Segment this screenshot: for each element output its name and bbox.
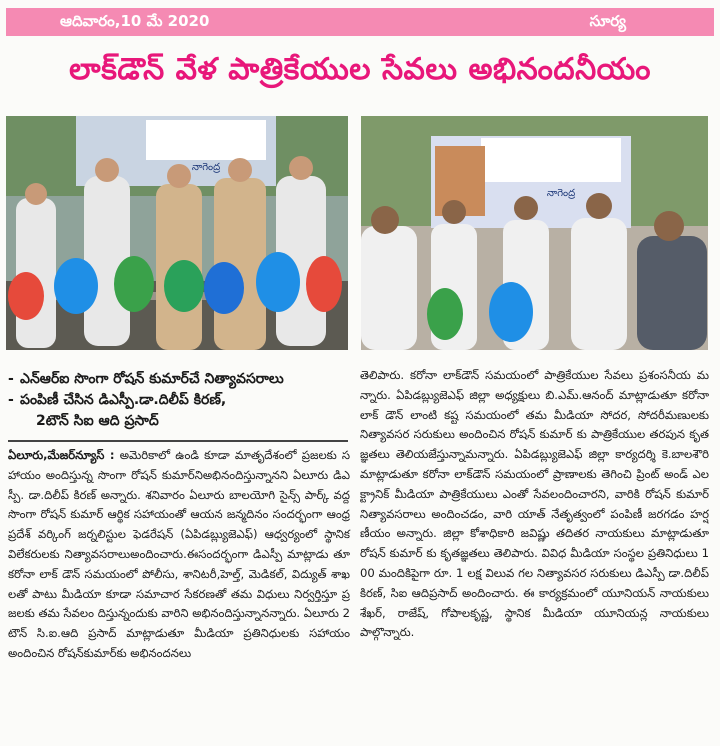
article-paragraph <box>8 446 350 664</box>
photo-officials-image <box>6 116 348 350</box>
subhead-text: పంపిణీ చేసిన డిఎస్పీ.డా.దిలీప్ కిరణ్, <box>20 392 227 408</box>
left-banner-text: నాగెంద్ర <box>191 162 221 173</box>
subhead-item: - పంపిణీ చేసిన డిఎస్పీ.డా.దిలీప్ కిరణ్, <box>8 392 227 408</box>
article-body-left: అమెరికాలో ఉండి కూడా మాతృదేశంలో ప్రజలకు సహాయం అందిస్తున్న సొంగా రోషన్ కుమార్‌నిఅభినందిస్తున్నానని ఏలూరు డిఎస్పీ. డా.దిలీప్ కిరణ్ అన్నారు. శనివారం ఏలూరు బాలయోగి సైన్స్ పార్క్ వద్ద సొంగా రోషన్ కుమార్ ఆర్థిక సహాయంతో ఆయన జన్మదినం సందర్భంగా ఆంధ్రప్రదేశ్ వర్కింగ్ జర్నలిస్టుల ఫెడరేషన్ (ఏపిడబ్ల్యుజెఎఫ్) ఆధ్వర్యంలో స్థానిక విలేకరులకు నిత్యావసరాలుఅందించారు.ఈసందర్భంగా డిఎస్పీ మాట్లాడు తూ కరోనా లాక్ డౌన్ సమయంలో పోలీసు, శానిటరీ,హెల్త్, మెడికల్, విద్యుత్ శాఖలతో పాటు మీడియా కూడా సమాచార సేకరణతో తమ విధులు నిర్వర్తిస్తూ ప్రజలకు తమ సేవలం దిస్తున్నందుకు వారిని అభినందిస్తున్నానన్నారు. ఏలూరు 2టౌన్ సి.ఐ.ఆది ప్రసాద్ మాట్లాడుతూ మీడియా ప్రతినిధులకు సహాయం అందించిన రోషన్‌కుమార్‌కు అభినందనలు <box>8 448 351 660</box>
dateline: ఏలూరు,మేజర్‌న్యూస్ : <box>8 448 115 462</box>
issue-date: ఆదివారం,10 మే 2020 <box>60 12 210 30</box>
article-column-right <box>360 366 709 643</box>
subhead-text: 2టౌన్ సిఐ ఆది ప్రసాద్ <box>36 413 159 429</box>
subhead-item <box>8 411 348 432</box>
subhead-item: - ఎన్ఆర్ఐ సొంగా రోషన్ కుమార్‌చే నిత్యావసరాలు <box>8 371 284 387</box>
masthead-bar <box>6 8 714 36</box>
photo-journalists-image <box>361 116 708 350</box>
divider <box>8 440 348 442</box>
photo-journalists-receiving-kits <box>361 116 708 350</box>
photo-distribution-officials <box>6 116 348 350</box>
subhead-text: ఎన్ఆర్ఐ సొంగా రోషన్ కుమార్‌చే నిత్యావసరాలు <box>20 371 284 387</box>
article-subheadings <box>8 369 348 432</box>
article-headline: లాక్‌డౌన్ వేళ పాత్రికేయుల సేవలు అభినందనీయం <box>69 52 651 87</box>
article-body-right: తెలిపారు. కరోనా లాక్‌డౌన్ సమయంలో పాత్రికేయుల సేవలు ప్రశంసనీయ మన్నారు. ఏపిడబ్ల్యుజెఎఫ్ జిల్లా అధ్యక్షులు బి.ఎమ్.ఆనంద్ మాట్లాడుతూ కరోనా లాక్ డౌన్ లాంటి కష్ట సమయంలో తమ మీడియా సోదర, సోదరీమణులకు నిత్యావసర సరుకులు అందించిన రోషన్ కుమార్ కు పాత్రికేయుల తరపున కృతజ్ఞతలు తెలియజేస్తున్నామన్నారు. ఏపిడబ్ల్యుజెఎఫ్ జిల్లా కార్యదర్శి కె.బాలశౌరి మాట్లాడుతూ కరోనా లాక్‌డౌన్ సమయంలో ప్రాణాలకు తెగించి ప్రింట్ అండ్ ఎలక్ట్రానిక్ మీడియా పాత్రికేయులు ఎంతో సేవలందించారని, వారికి రోషన్ కుమార్ నిత్యావసరాలు అందించడం, వారి యాత్ నేతృత్వంలో పంపిణీ జరగడం హర్షణీయం అన్నారు. జిల్లా కోశాధికారి జవిష్ణు తదితర నాయకులు మాట్లాడుతూ రోషన్ కుమార్ కు కృతజ్ఞతలు తెలిపారు. వివిధ మీడియా సంస్థల ప్రతినిధులు 100 మందికిపైగా రూ. 1 లక్ష విలువ గల నిత్యావసర సరుకులు డిఎస్పీ డా.దిలీప్ కిరణ్, సిఐ ఆదిప్రసాద్ అందించారు. ఈ కార్యక్రమంలో యూనియన్ నాయకులు శేఖర్, రాజేష్, గోపాలకృష్ణ, స్థానిక మీడియా యూనియన్ల నాయకులు పాల్గొన్నారు. <box>360 368 709 640</box>
article-column-left <box>8 446 350 664</box>
right-banner-text: నాగెంద్ర <box>546 188 576 199</box>
newspaper-name: సూర్య <box>589 12 626 30</box>
